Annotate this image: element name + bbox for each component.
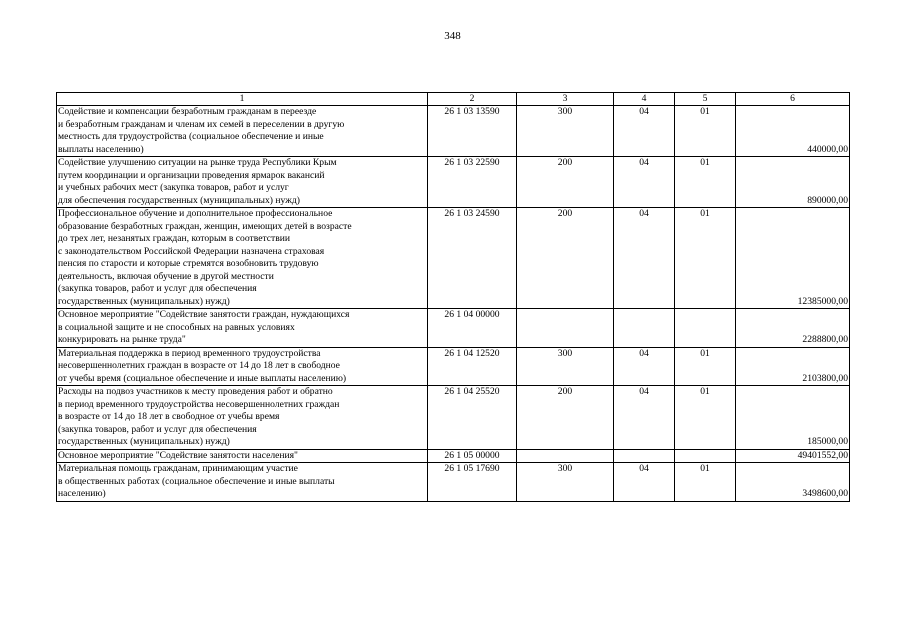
row-col4: 04	[614, 106, 675, 157]
row-col4: 04	[614, 463, 675, 502]
row-code: 26 1 05 17690	[428, 463, 517, 502]
header-cell: 5	[675, 93, 736, 106]
row-col3: 200	[517, 157, 614, 208]
header-cell: 6	[736, 93, 850, 106]
row-col3: 200	[517, 208, 614, 309]
row-col5: 01	[675, 463, 736, 502]
row-col5: 01	[675, 208, 736, 309]
row-col4: 04	[614, 386, 675, 450]
row-col5	[675, 449, 736, 463]
page-number: 348	[444, 30, 461, 42]
row-col3	[517, 449, 614, 463]
header-cell: 3	[517, 93, 614, 106]
header-cell: 4	[614, 93, 675, 106]
table-row	[57, 347, 850, 386]
row-amount: 440000,00	[736, 106, 850, 157]
row-amount: 890000,00	[736, 157, 850, 208]
row-code: 26 1 03 24590	[428, 208, 517, 309]
row-description: Основное мероприятие "Содействие занятости граждан, нуждающихся в социальной защите и не способных на равных условиях конкурировать на рынке труда"	[57, 309, 428, 348]
row-col4: 04	[614, 208, 675, 309]
row-col4	[614, 449, 675, 463]
header-cell: 2	[428, 93, 517, 106]
row-col3	[517, 309, 614, 348]
table-row	[57, 157, 850, 208]
table-row	[57, 449, 850, 463]
row-code: 26 1 04 12520	[428, 347, 517, 386]
row-code: 26 1 03 13590	[428, 106, 517, 157]
table-row	[57, 106, 850, 157]
row-col4	[614, 309, 675, 348]
row-amount: 49401552,00	[736, 449, 850, 463]
table-header-row	[57, 93, 850, 106]
row-col3: 200	[517, 386, 614, 450]
row-description: Содействие улучшению ситуации на рынке труда Республики Крым путем координации и организации проведения ярмарок вакансий и учебных рабочих мест (закупка товаров, работ и услуг для обеспечения государственных (муниципальных) нужд)	[57, 157, 428, 208]
row-col5: 01	[675, 157, 736, 208]
header-cell: 1	[57, 93, 428, 106]
row-description: Расходы на подвоз участников к месту проведения работ и обратно в период временного трудоустройства несовершеннолетних граждан в возрасте от 14 до 18 лет в свободное от учебы время (закупка товаров, работ и услуг для обеспечения государственных (муниципальных) нужд)	[57, 386, 428, 450]
row-col5: 01	[675, 386, 736, 450]
row-col4: 04	[614, 157, 675, 208]
row-amount: 2103800,00	[736, 347, 850, 386]
row-amount: 12385000,00	[736, 208, 850, 309]
row-col3: 300	[517, 106, 614, 157]
row-description: Содействие и компенсации безработным гражданам в переезде и безработным гражданам и членам их семей в переселении в другую местность для трудоустройства (социальное обеспечение и иные выплаты населению)	[57, 106, 428, 157]
table-row	[57, 463, 850, 502]
table-row	[57, 309, 850, 348]
row-code: 26 1 05 00000	[428, 449, 517, 463]
row-col5: 01	[675, 106, 736, 157]
row-amount: 2288800,00	[736, 309, 850, 348]
table-row	[57, 386, 850, 450]
row-description: Профессиональное обучение и дополнительное профессиональное образование безработных граждан, женщин, имеющих детей в возрасте до трех лет, незанятых граждан, которым в соответствии с законодательством Российской Федерации назначена страховая пенсия по старости и которые стремятся возобновить трудовую деятельность, включая обучение в другой местности (закупка товаров, работ и услуг для обеспечения государственных (муниципальных) нужд)	[57, 208, 428, 309]
row-code: 26 1 04 00000	[428, 309, 517, 348]
table-row	[57, 208, 850, 309]
row-col3: 300	[517, 347, 614, 386]
row-description: Основное мероприятие "Содействие занятости населения"	[57, 449, 428, 463]
row-amount: 185000,00	[736, 386, 850, 450]
row-code: 26 1 03 22590	[428, 157, 517, 208]
row-col4: 04	[614, 347, 675, 386]
row-col5: 01	[675, 347, 736, 386]
row-amount: 3498600,00	[736, 463, 850, 502]
row-code: 26 1 04 25520	[428, 386, 517, 450]
row-col5	[675, 309, 736, 348]
budget-table	[56, 92, 850, 502]
row-description: Материальная помощь гражданам, принимающим участие в общественных работах (социальное обеспечение и иные выплаты населению)	[57, 463, 428, 502]
row-description: Материальная поддержка в период временного трудоустройства несовершеннолетних граждан в возрасте от 14 до 18 лет в свободное от учебы время (социальное обеспечение и иные выплаты населению)	[57, 347, 428, 386]
row-col3: 300	[517, 463, 614, 502]
